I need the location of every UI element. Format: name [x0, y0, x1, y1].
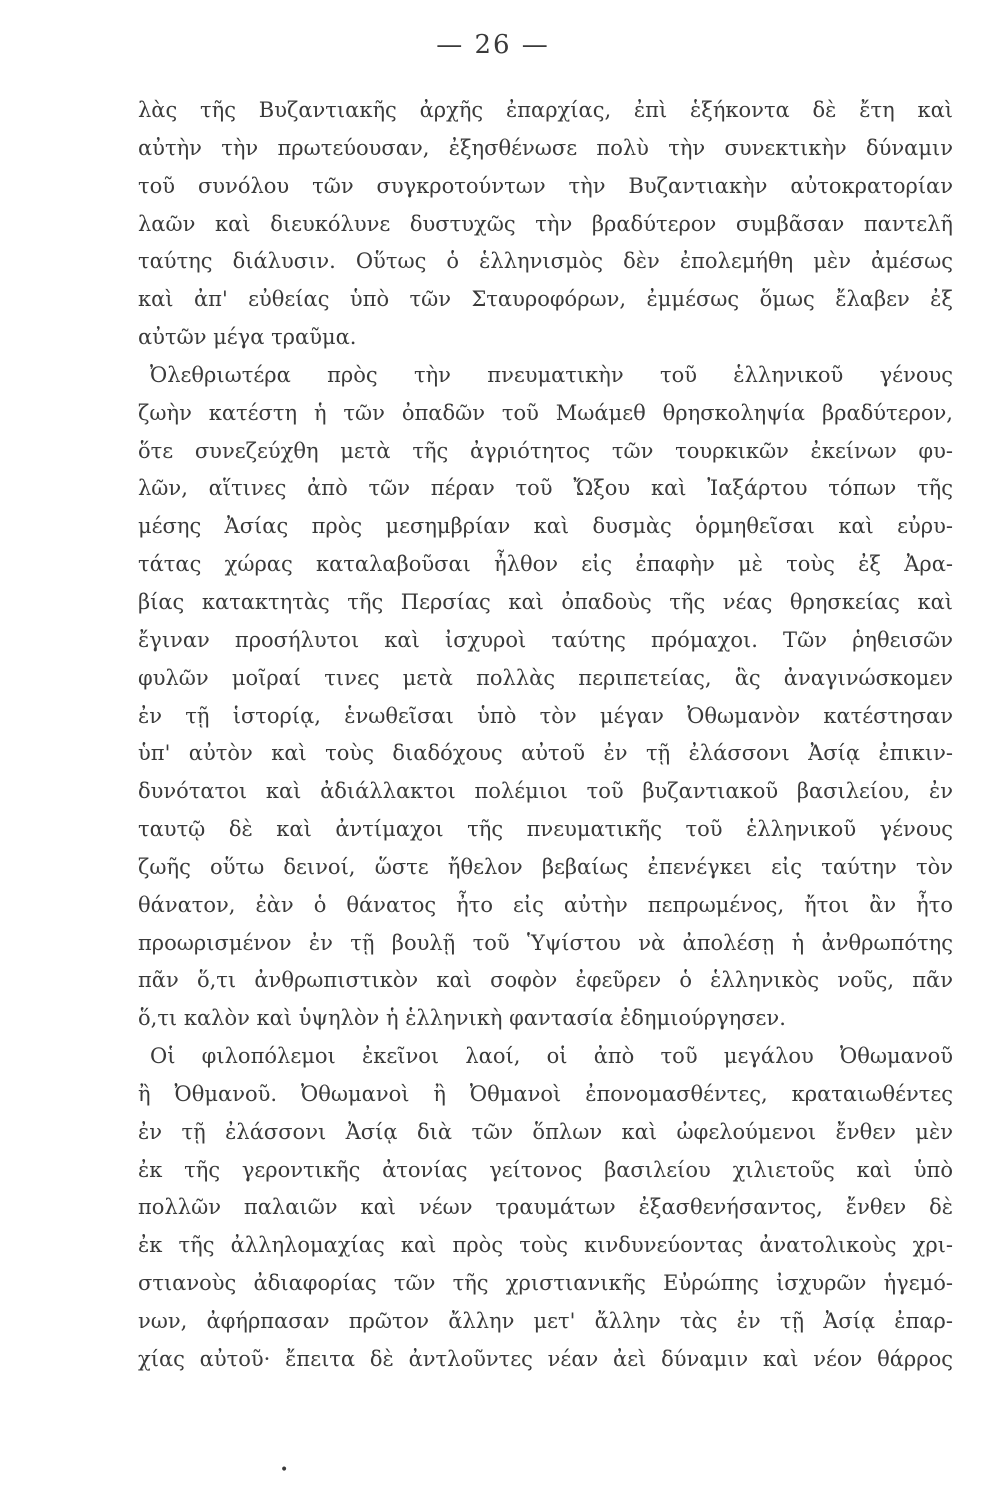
footer-dot-mark: • [280, 1462, 289, 1478]
text-line: προωρισμένον ἐν τῇ βουλῇ τοῦ Ὑψίστου νὰ ἀπολέσῃ ἡ ἀνθρωπότης [138, 930, 953, 955]
text-line: ὑπ' αὐτὸν καὶ τοὺς διαδόχους αὐτοῦ ἐν τῇ ἐλάσσονι Ἀσίᾳ ἐπικιν- [138, 741, 953, 766]
text-line: νων, ἀφήρπασαν πρῶτον ἄλλην μετ' ἄλλην τὰς ἐν τῇ Ἀσίᾳ ἐπαρ- [138, 1309, 953, 1333]
text-line: ἐν τῇ ἱστορίᾳ, ἑνωθεῖσαι ὑπὸ τὸν μέγαν Ὀθωμανὸν κατέστησαν [138, 703, 953, 728]
text-line: Οἱ φιλοπόλεμοι ἐκεῖνοι λαοί, οἱ ἀπὸ τοῦ μεγάλου Ὀθωμανοῦ [150, 1044, 953, 1069]
text-line: πολλῶν παλαιῶν καὶ νέων τραυμάτων ἐξασθενήσαντος, ἔνθεν δὲ [138, 1195, 953, 1220]
text-line: μέσης Ἀσίας πρὸς μεσημβρίαν καὶ δυσμὰς ὁρμηθεῖσαι καὶ εὐρυ- [138, 514, 953, 539]
text-line: τοῦ συνόλου τῶν συγκροτούντων τὴν Βυζαντιακὴν αὐτοκρατορίαν [138, 173, 953, 198]
text-line: ἐν τῇ ἐλάσσονι Ἀσίᾳ διὰ τῶν ὅπλων καὶ ὠφελούμενοι ἔνθεν μὲν [138, 1119, 953, 1144]
paragraph [138, 92, 953, 357]
text-line: στιανοὺς ἀδιαφορίας τῶν τῆς χριστιανικῆς Εὐρώπης ἰσχυρῶν ἡγεμό- [138, 1271, 953, 1296]
text-line: φυλῶν μοῖραί τινες μετὰ πολλὰς περιπετείας, ἃς ἀναγινώσκομεν [138, 665, 953, 690]
text-line: ἐκ τῆς γεροντικῆς ἀτονίας γείτονος βασιλείου χιλιετοῦς καὶ ὑπὸ [138, 1157, 953, 1182]
text-line: καὶ ἀπ' εὐθείας ὑπὸ τῶν Σταυροφόρων, ἐμμέσως ὅμως ἔλαβεν ἐξ [138, 287, 953, 312]
text-line: ἔγιναν προσήλυτοι καὶ ἰσχυροὶ ταύτης πρόμαχοι. Τῶν ῥηθεισῶν [138, 627, 953, 652]
text-line: αὐτὴν τὴν πρωτεύουσαν, ἐξησθένωσε πολὺ τὴν συνεκτικὴν δύναμιν [138, 135, 953, 160]
paragraph [138, 1038, 953, 1379]
text-line: λὰς τῆς Βυζαντιακῆς ἀρχῆς ἐπαρχίας, ἐπὶ ἑξήκοντα δὲ ἔτη καὶ [138, 98, 953, 122]
text-line: ὅ,τι καλὸν καὶ ὑψηλὸν ἡ ἑλληνικὴ φαντασία ἐδημιούργησεν. [138, 1006, 786, 1031]
text-line: λῶν, αἵτινες ἀπὸ τῶν πέραν τοῦ Ὤξου καὶ Ἰαξάρτου τόπων τῆς [138, 476, 953, 501]
text-line: δυνότατοι καὶ ἀδιάλλακτοι πολέμιοι τοῦ βυζαντιακοῦ βασιλείου, ἐν [138, 779, 953, 804]
text-line: τάτας χώρας καταλαβοῦσαι ἦλθον εἰς ἐπαφὴν μὲ τοὺς ἐξ Ἀρα- [138, 552, 953, 577]
text-line: ἐκ τῆς ἀλληλομαχίας καὶ πρὸς τοὺς κινδυνεύοντας ἀνατολικοὺς χρι- [138, 1233, 953, 1258]
text-line: ταύτης διάλυσιν. Οὕτως ὁ ἑλληνισμὸς δὲν ἐπολεμήθη μὲν ἀμέσως [138, 249, 953, 274]
text-line: ταυτῷ δὲ καὶ ἀντίμαχοι τῆς πνευματικῆς τοῦ ἑλληνικοῦ γένους [138, 817, 953, 842]
text-line: θάνατον, ἐὰν ὁ θάνατος ἦτο εἰς αὐτὴν πεπρωμένος, ἤτοι ἂν ἦτο [138, 892, 953, 917]
text-line: λαῶν καὶ διευκόλυνε δυστυχῶς τὴν βραδύτερον συμβᾶσαν παντελῆ [138, 211, 953, 236]
text-line: αὐτῶν μέγα τραῦμα. [138, 325, 357, 350]
text-line: ζωὴν κατέστη ἡ τῶν ὀπαδῶν τοῦ Μωάμεθ θρησκοληψία βραδύτερον, [138, 400, 953, 425]
text-line: χίας αὐτοῦ· ἔπειτα δὲ ἀντλοῦντες νέαν ἀεὶ δύναμιν καὶ νέον θάρρος [138, 1346, 953, 1371]
text-line: Ὀλεθριωτέρα πρὸς τὴν πνευματικὴν τοῦ ἑλληνικοῦ γένους [150, 362, 953, 387]
text-line: πᾶν ὅ,τι ἀνθρωπιστικὸν καὶ σοφὸν ἐφεῦρεν ὁ ἑλληνικὸς νοῦς, πᾶν [138, 968, 953, 993]
paragraph [138, 357, 953, 1038]
text-line: βίας κατακτητὰς τῆς Περσίας καὶ ὀπαδοὺς τῆς νέας θρησκείας καὶ [138, 589, 953, 614]
body-text [138, 92, 953, 1379]
page-number: — 26 — [436, 30, 550, 60]
text-line: ζωῆς οὕτω δεινοί, ὥστε ἤθελον βεβαίως ἐπενέγκει εἰς ταύτην τὸν [138, 854, 953, 879]
text-line: ὅτε συνεζεύχθη μετὰ τῆς ἀγριότητος τῶν τουρκικῶν ἐκείνων φυ- [138, 438, 953, 463]
text-line: ἢ Ὀθμανοῦ. Ὀθωμανοὶ ἢ Ὀθμανοὶ ἐπονομασθέντες, κραταιωθέντες [138, 1081, 953, 1106]
